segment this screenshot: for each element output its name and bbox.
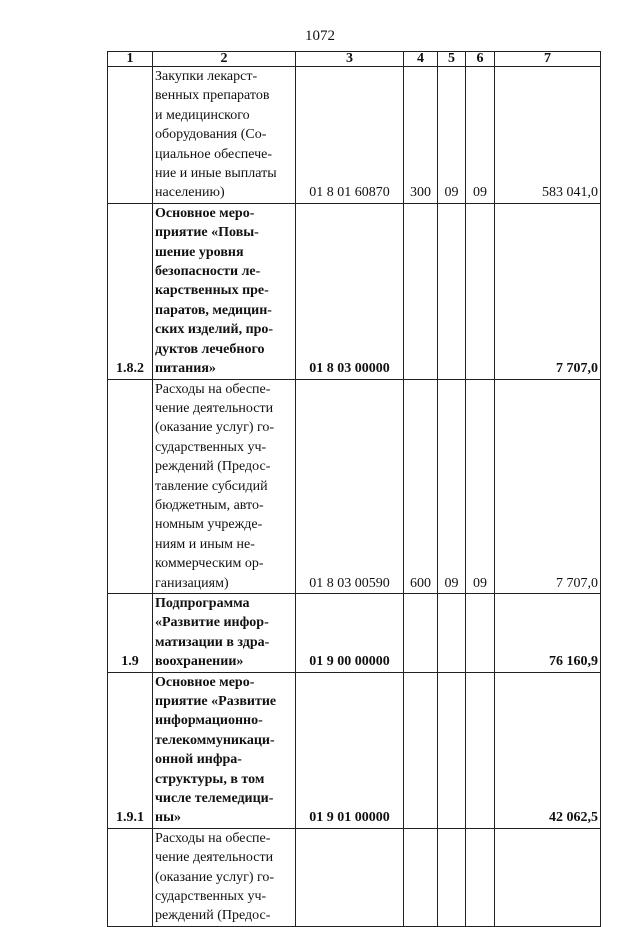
- description-line: реждений (Предос-: [155, 908, 271, 924]
- description-line: ганизациям): [155, 575, 229, 591]
- amount-cell: 7 707,0: [495, 203, 601, 379]
- subsection-cell: 09: [466, 67, 495, 204]
- description-cell: [153, 203, 296, 379]
- section-cell: [438, 672, 466, 828]
- section-cell: 09: [438, 379, 466, 593]
- description-line: тавление субсидий: [155, 478, 268, 494]
- table-row: [108, 828, 601, 926]
- description-line: Основное меро-: [155, 205, 255, 221]
- description-line: бюджетным, авто-: [155, 497, 264, 513]
- table-row: [108, 593, 601, 672]
- description-line: «Развитие инфор-: [155, 615, 269, 631]
- amount-cell: 7 707,0: [495, 379, 601, 593]
- description-line: ниям и иным не-: [155, 536, 255, 552]
- description-line: Расходы на обеспе-: [155, 830, 271, 846]
- table-row: [108, 203, 601, 379]
- subsection-cell: 09: [466, 379, 495, 593]
- description-line: ских изделий, про-: [155, 322, 274, 338]
- description-cell: [153, 672, 296, 828]
- expense-type-cell: [404, 828, 438, 926]
- column-header: 4: [404, 52, 438, 67]
- description-line: карственных пре-: [155, 283, 269, 299]
- expense-type-cell: [404, 203, 438, 379]
- budget-table: [107, 51, 601, 927]
- description-line: числе телемедици-: [155, 791, 274, 807]
- amount-cell: 76 160,9: [495, 593, 601, 672]
- section-cell: [438, 593, 466, 672]
- description-line: паратов, медицин-: [155, 302, 272, 318]
- description-line: сударственных уч-: [155, 889, 267, 905]
- description-line: коммерческим ор-: [155, 556, 264, 572]
- table-row: [108, 672, 601, 828]
- amount-cell: 583 041,0: [495, 67, 601, 204]
- budget-code-cell: [296, 828, 404, 926]
- description-line: циальное обеспече-: [155, 146, 273, 162]
- description-line: структуры, в том: [155, 771, 265, 787]
- description-line: питания»: [155, 361, 216, 377]
- description-line: (оказание услуг) го-: [155, 420, 275, 436]
- row-number-cell: [108, 379, 153, 593]
- subsection-cell: [466, 593, 495, 672]
- column-header: 2: [153, 52, 296, 67]
- subsection-cell: [466, 203, 495, 379]
- column-header: 5: [438, 52, 466, 67]
- section-cell: 09: [438, 67, 466, 204]
- row-number-cell: 1.8.2: [108, 203, 153, 379]
- description-line: Расходы на обеспе-: [155, 381, 271, 397]
- column-header: 6: [466, 52, 495, 67]
- row-number-cell: 1.9: [108, 593, 153, 672]
- amount-cell: [495, 828, 601, 926]
- description-line: Подпрограмма: [155, 595, 250, 611]
- expense-type-cell: 600: [404, 379, 438, 593]
- section-cell: [438, 203, 466, 379]
- description-line: матизации в здра-: [155, 634, 270, 650]
- description-cell: [153, 828, 296, 926]
- table-row: [108, 67, 601, 204]
- row-number-cell: [108, 828, 153, 926]
- description-cell: [153, 379, 296, 593]
- table-row: [108, 379, 601, 593]
- expense-type-cell: [404, 593, 438, 672]
- section-cell: [438, 828, 466, 926]
- description-line: приятие «Повы-: [155, 225, 259, 241]
- budget-code-cell: 01 9 00 00000: [296, 593, 404, 672]
- description-line: реждений (Предос-: [155, 459, 271, 475]
- description-line: (оказание услуг) го-: [155, 869, 275, 885]
- description-line: онной инфра-: [155, 752, 242, 768]
- subsection-cell: [466, 828, 495, 926]
- description-line: венных препаратов: [155, 88, 270, 104]
- description-line: шение уровня: [155, 244, 244, 260]
- description-line: приятие «Развитие: [155, 694, 277, 709]
- budget-code-cell: 01 9 01 00000: [296, 672, 404, 828]
- table-header-row: [108, 52, 601, 67]
- description-line: Закупки лекарст-: [155, 69, 258, 84]
- column-header: 7: [495, 52, 601, 67]
- description-line: номным учрежде-: [155, 517, 263, 533]
- description-line: информационно-: [155, 713, 263, 729]
- description-line: безопасности ле-: [155, 264, 261, 280]
- row-number-cell: 1.9.1: [108, 672, 153, 828]
- description-line: телекоммуникаци-: [155, 732, 275, 748]
- description-line: Основное меро-: [155, 674, 255, 690]
- description-line: чение деятельности: [155, 400, 274, 416]
- description-line: и медицинского: [155, 107, 250, 123]
- subsection-cell: [466, 672, 495, 828]
- expense-type-cell: 300: [404, 67, 438, 204]
- column-header: 1: [108, 52, 153, 67]
- description-line: населению): [155, 185, 225, 201]
- description-line: воохранении»: [155, 654, 244, 670]
- budget-code-cell: 01 8 01 60870: [296, 67, 404, 204]
- expense-type-cell: [404, 672, 438, 828]
- budget-code-cell: 01 8 03 00000: [296, 203, 404, 379]
- description-line: ние и иные выплаты: [155, 166, 277, 182]
- description-line: оборудования (Со-: [155, 127, 267, 143]
- row-number-cell: [108, 67, 153, 204]
- page-number: 1072: [305, 28, 335, 44]
- description-line: сударственных уч-: [155, 439, 267, 455]
- budget-code-cell: 01 8 03 00590: [296, 379, 404, 593]
- description-cell: [153, 67, 296, 204]
- description-line: дуктов лечебного: [155, 341, 265, 357]
- amount-cell: 42 062,5: [495, 672, 601, 828]
- description-cell: [153, 593, 296, 672]
- description-line: чение деятельности: [155, 850, 274, 866]
- column-header: 3: [296, 52, 404, 67]
- description-line: ны»: [155, 810, 181, 826]
